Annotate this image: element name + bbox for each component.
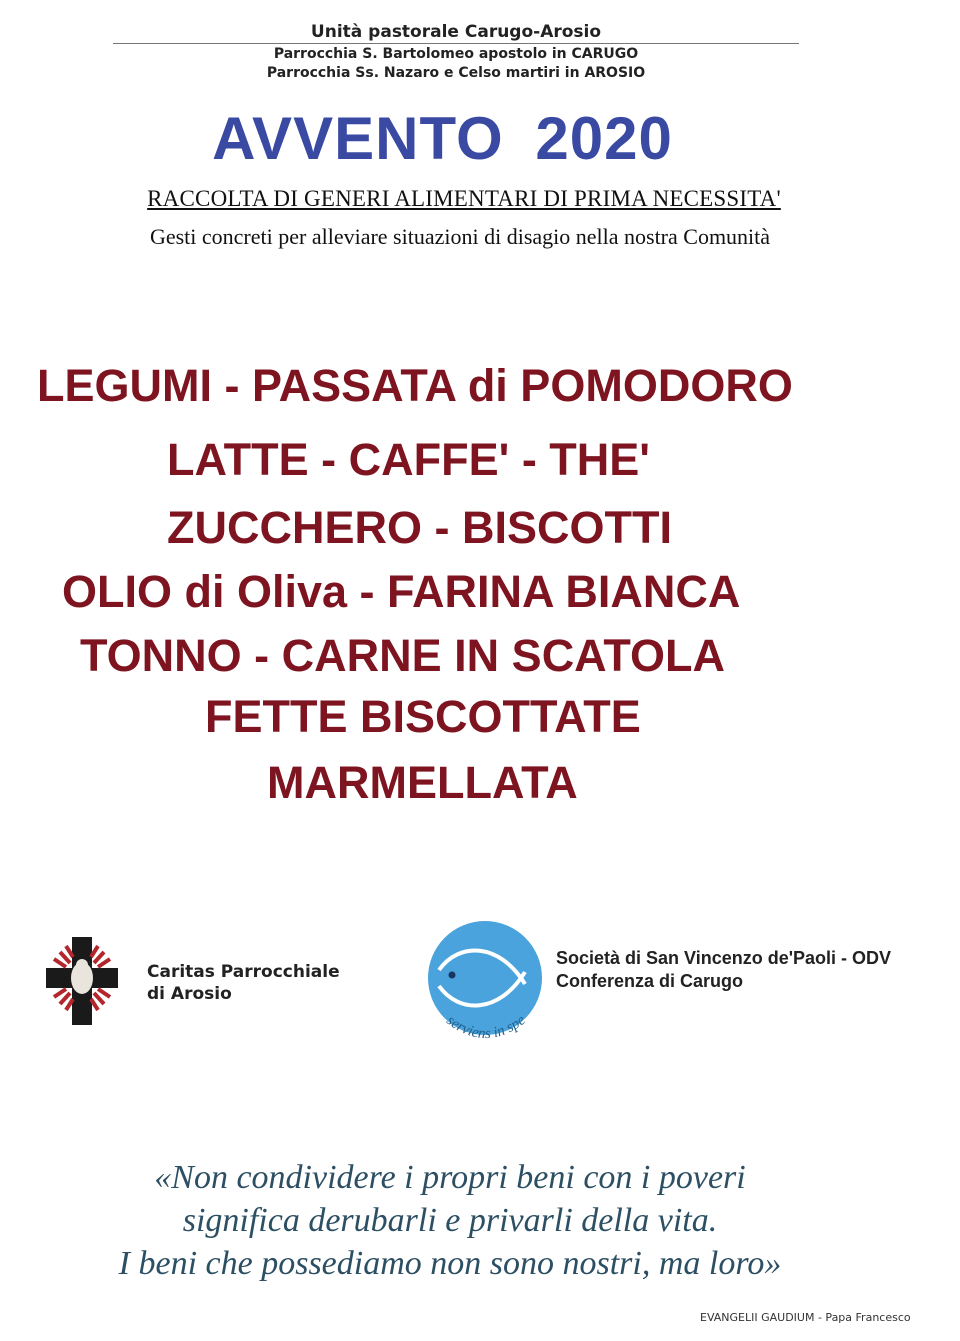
pastoral-unit-title: Unità pastorale Carugo-Arosio — [310, 22, 602, 42]
caritas-name: Caritas Parrocchiale — [147, 962, 340, 982]
caritas-label — [147, 961, 340, 1005]
caritas-cross-icon — [46, 937, 118, 1025]
food-item: ZUCCHERO - BISCOTTI — [167, 502, 672, 553]
collection-subtitle: RACCOLTA DI GENERI ALIMENTARI DI PRIMA NECESSITA' — [147, 186, 781, 211]
svdp-motto: serviens in spe — [443, 1012, 529, 1043]
quote-source: EVANGELII GAUDIUM - Papa Francesco — [700, 1311, 911, 1324]
parish-arosio: Parrocchia Ss. Nazaro e Celso martiri in AROSIO — [266, 65, 646, 81]
food-item: TONNO - CARNE IN SCATOLA — [80, 630, 726, 681]
svdp-label — [556, 947, 891, 993]
quote-line: I beni che possediamo non sono nostri, ma loro» — [118, 1245, 782, 1282]
food-item: LEGUMI - PASSATA di POMODORO — [37, 360, 793, 411]
food-item: OLIO di Oliva - FARINA BIANCA — [62, 566, 741, 617]
quote-line: «Non condividere i propri beni con i poveri — [154, 1159, 746, 1196]
food-item: MARMELLATA — [267, 757, 578, 808]
food-item: LATTE - CAFFE' - THE' — [167, 434, 651, 485]
parish-carugo: Parrocchia S. Bartolomeo apostolo in CARUGO — [273, 46, 639, 62]
food-item: FETTE BISCOTTATE — [205, 691, 641, 742]
tagline: Gesti concreti per alleviare situazioni di disagio nella nostra Comunità — [149, 224, 771, 249]
header-divider — [113, 43, 799, 44]
page-title: AVVENTO 2020 — [212, 105, 673, 172]
svdp-name: Società di San Vincenzo de'Paoli - ODV — [556, 948, 892, 968]
svdp-logo — [425, 920, 547, 1048]
caritas-place: di Arosio — [147, 984, 232, 1004]
svdp-conference: Conferenza di Carugo — [556, 971, 744, 991]
quote-line: significa derubarli e privarli della vita. — [182, 1202, 718, 1239]
